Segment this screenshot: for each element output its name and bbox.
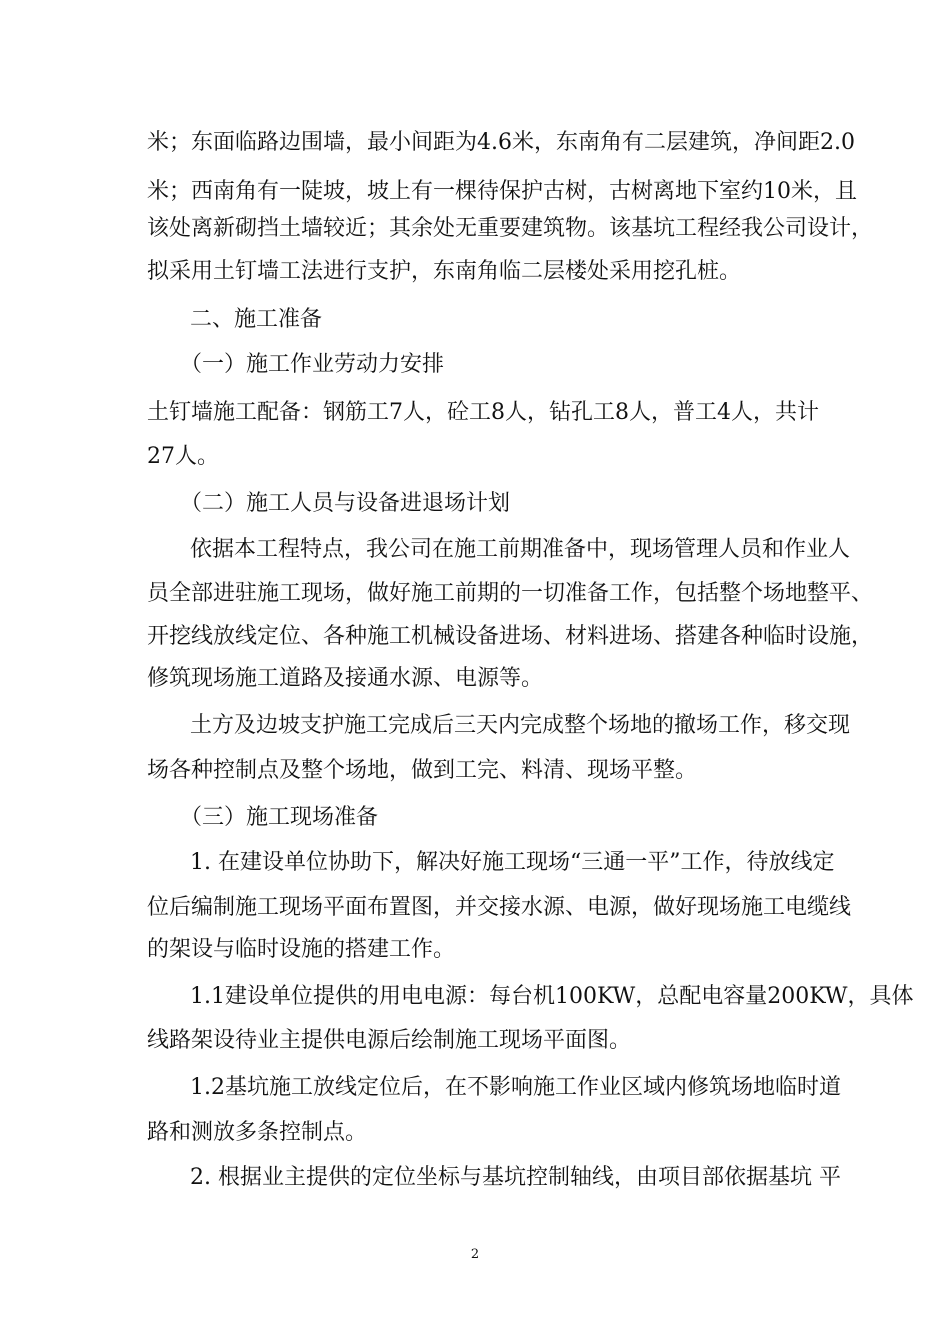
text-line: 的架设与临时设施的搭建工作。 — [147, 937, 456, 962]
text-line: 米；西南角有一陡坡，坡上有一棵待保护古树，古树离地下室约10米，且 — [147, 179, 857, 204]
text-line: 开挖线放线定位、各种施工机械设备进场、材料进场、搭建各种临时设施， — [147, 624, 874, 649]
text-line: 位后编制施工现场平面布置图，并交接水源、电源，做好现场施工电缆线 — [147, 895, 852, 920]
text-line: 土钉墙施工配备：钢筋工7人，砼工8人，钻孔工8人，普工4人，共计 — [147, 400, 819, 425]
text-line: 土方及边坡支护施工完成后三天内完成整个场地的撤场工作，移交现 — [190, 713, 851, 738]
text-line: 米；东面临路边围墙，最小间距为4.6米，东南角有二层建筑，净间距2.0 — [147, 130, 855, 155]
text-line: 1.2基坑施工放线定位后，在不影响施工作业区域内修筑场地临时道 — [190, 1075, 841, 1100]
section-heading: 二、施工准备 — [190, 307, 323, 332]
text-line: 路和测放多条控制点。 — [147, 1120, 368, 1145]
text-line: 1.1建设单位提供的用电电源：每台机100KW，总配电容量200KW，具体 — [190, 984, 914, 1009]
text-line: 拟采用土钉墙工法进行支护，东南角临二层楼处采用挖孔桩。 — [147, 259, 742, 284]
text-line: 修筑现场施工道路及接通水源、电源等。 — [147, 666, 544, 691]
subsection-heading: （三）施工现场准备 — [180, 805, 379, 830]
text-line: 依据本工程特点，我公司在施工前期准备中，现场管理人员和作业人 — [190, 537, 851, 562]
text-line: 线路架设待业主提供电源后绘制施工现场平面图。 — [147, 1028, 632, 1053]
text-line: 2. 根据业主提供的定位坐标与基坑控制轴线，由项目部依据基坑 平 — [190, 1165, 841, 1190]
page-number: 2 — [470, 1247, 480, 1262]
text-line: 员全部进驻施工现场，做好施工前期的一切准备工作，包括整个场地整平、 — [147, 581, 874, 606]
text-line: 1. 在建设单位协助下，解决好施工现场“三通一平”工作，待放线定 — [190, 850, 835, 875]
text-line: 该处离新砌挡土墙较近；其余处无重要建筑物。该基坑工程经我公司设计， — [147, 216, 874, 241]
subsection-heading: （二）施工人员与设备进退场计划 — [180, 491, 511, 516]
text-line: 27人。 — [147, 444, 219, 469]
text-line: 场各种控制点及整个场地，做到工完、料清、现场平整。 — [147, 758, 698, 783]
subsection-heading: （一）施工作业劳动力安排 — [180, 352, 445, 377]
